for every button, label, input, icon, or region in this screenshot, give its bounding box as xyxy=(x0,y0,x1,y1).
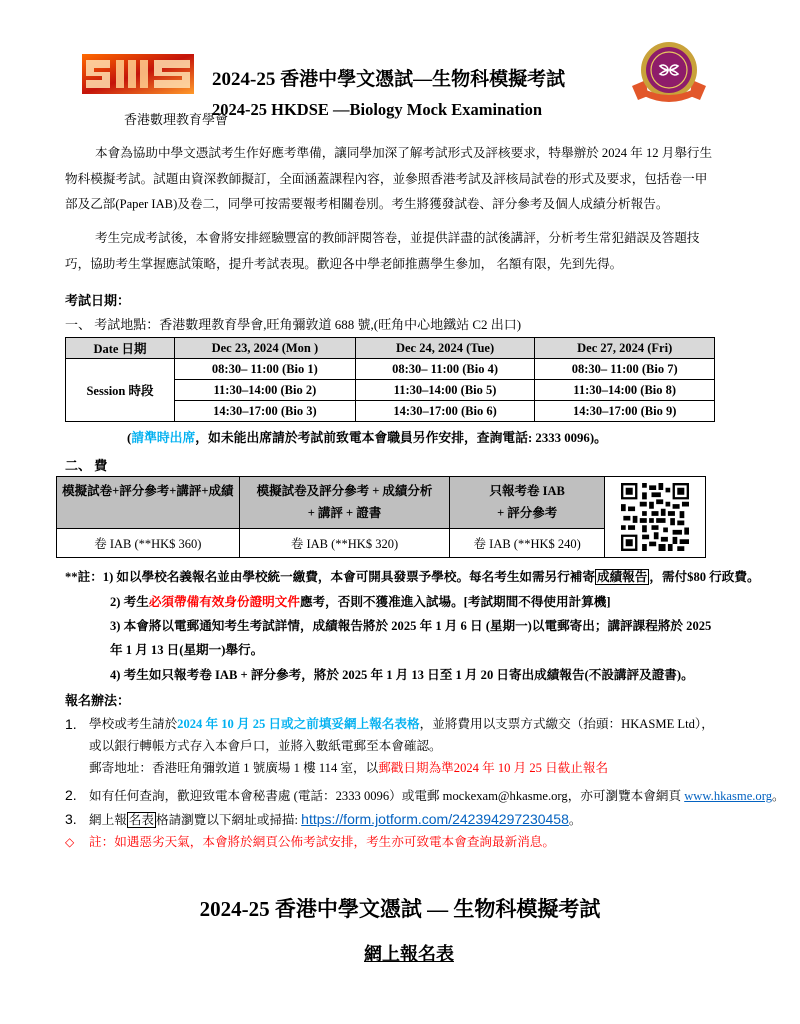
fee-header-1: 模擬試卷+評分參考+講評+成績 xyxy=(57,477,240,529)
schedule-cell: 08:30– 11:00 (Bio 7) xyxy=(535,359,715,380)
table-row xyxy=(66,359,715,380)
exam-venue-line: 一、 考試地點：香港數理教育學會,旺角彌敦道 688 號,(旺角中心地鐵站 C2 出口) xyxy=(65,317,522,332)
schedule-cell: 14:30–17:00 (Bio 3) xyxy=(175,401,356,422)
intro-paragraph-1: 本會為協助中學文憑試考生作好應考準備，讓同學加深了解考試形式及評核要求，特舉辦於 2024 年 12 月舉行生物科模擬考試。試題由資深教師擬訂，全面涵蓋課程內容，並參照香港考試及評核局試卷的形式及要求，包括卷一甲部及乙部(Paper IAB)及卷二，同學可按需要報考相關卷別。考生將獲發試卷、評分參考及個人成績分析報告。 xyxy=(65,146,713,211)
registration-item-1: 1. 學校或考生請於2024 年 10 月 25 日或之前填妥網上報名表格，並將費用以支票方式繳交（抬頭：HKASME Ltd），或以銀行轉帳方式存入本會戶口，並將入數紙電郵至本會確認。 郵寄地址：香港旺角彌敦道 1 號廣場 1 樓 114 室，以郵戳日期為準2024 年 10 月 25 日截止報名 xyxy=(65,716,714,775)
section-label-exam-date: 考試日期： xyxy=(65,293,131,308)
intro-paragraph-2: 考生完成考試後，本會將安排經驗豐富的教師評閱答卷，並提供詳盡的試後講評，分析考生常犯錯誤及答題技巧，協助考生掌握應試策略，提升考試表現。歡迎各中學老師推薦學生參加， 名額有限，先到先得。 xyxy=(65,231,700,271)
website-link[interactable]: www.hkasme.org xyxy=(684,789,772,803)
fee-value-2: 卷 IAB (**HK$ 320) xyxy=(239,528,450,557)
section-label-fees: 二、 費 xyxy=(65,458,108,473)
schedule-cell: 11:30–14:00 (Bio 8) xyxy=(535,380,715,401)
schedule-date-3: Dec 27, 2024 (Fri) xyxy=(535,338,715,359)
schedule-cell: 11:30–14:00 (Bio 2) xyxy=(175,380,356,401)
registration-item-2: 2. 如有任何查詢，歡迎致電本會秘書處 (電話：2333 0096）或電郵 mockexam@hkasme.org，亦可瀏覽本會網頁 www.hkasme.org。 xyxy=(65,787,785,803)
fee-header-2: 模擬試卷及評分參考 + 成績分析 + 講評 + 證書 xyxy=(239,477,450,529)
sms-logo-icon xyxy=(82,54,194,94)
note-1: **註：1) 如以學校名義報名並由學校統一繳費，本會可開具發票予學校。每名考生如需另行補寄 成績報告 ，需付$80 行政費。 xyxy=(65,570,760,584)
schedule-note: (請準時出席，如未能出席請於考試前致電本會職員另作安排，查詢電話: 2333 0096)。 xyxy=(127,431,607,445)
page-title-english: 2024-25 HKDSE —Biology Mock Examination xyxy=(212,100,543,119)
section-label-registration: 報名辦法： xyxy=(65,693,131,708)
diamond-bullet-icon: ◇ xyxy=(65,835,75,849)
form-section-title: 2024-25 香港中學文憑試 — 生物科模擬考試 xyxy=(199,897,601,921)
note-4: 4) 考生如只報考卷 IAB + 評分參考，將於 2025 年 1 月 13 日至 1 月 20 日寄出成績報告(不設講評及證書)。 xyxy=(110,668,694,682)
schedule-cell: 08:30– 11:00 (Bio 4) xyxy=(355,359,535,380)
registration-item-3: 3. 網上報 名表 格請瀏覽以下網址或掃描: https://form.jotform.com/242394297230458。 xyxy=(65,811,582,827)
schedule-cell: 08:30– 11:00 (Bio 1) xyxy=(175,359,356,380)
organization-name: 香港數理教育學會 xyxy=(124,112,229,127)
fee-table xyxy=(56,476,706,558)
schedule-cell: 14:30–17:00 (Bio 9) xyxy=(535,401,715,422)
schedule-cell: 14:30–17:00 (Bio 6) xyxy=(355,401,535,422)
exam-schedule-table xyxy=(65,337,715,422)
schedule-date-2: Dec 24, 2024 (Tue) xyxy=(355,338,535,359)
anniversary-badge-icon xyxy=(630,40,708,106)
schedule-date-header: Date 日期 xyxy=(66,338,175,359)
weather-notice: ◇ 註：如遇惡劣天氣，本會將於網頁公佈考試安排，考生亦可致電本會查詢最新消息。 xyxy=(65,831,555,853)
schedule-date-1: Dec 23, 2024 (Mon ) xyxy=(175,338,356,359)
fee-value-1: 卷 IAB (**HK$ 360) xyxy=(57,528,240,557)
page-title-chinese: 2024-25 香港中學文憑試—生物科模擬考試 xyxy=(212,69,566,90)
schedule-cell: 11:30–14:00 (Bio 5) xyxy=(355,380,535,401)
fee-value-3: 卷 IAB (**HK$ 240) xyxy=(450,528,605,557)
qr-code-icon[interactable] xyxy=(621,483,689,551)
form-section-subtitle: 網上報名表 xyxy=(364,944,454,964)
schedule-session-label: Session 時段 xyxy=(66,359,175,422)
qr-code-cell xyxy=(605,477,706,558)
registration-form-link[interactable]: https://form.jotform.com/242394297230458 xyxy=(301,811,569,827)
note-2: 2) 考生必須帶備有效身份證明文件應考，否則不獲准進入試場。[考試期間不得使用計算機] xyxy=(110,595,611,609)
fee-header-3: 只報考卷 IAB + 評分參考 xyxy=(450,477,605,529)
note-3: 3) 本會將以電郵通知考生考試詳情，成績報告將於 2025 年 1 月 6 日 (星期一)以電郵寄出；講評課程將於 2025 年 1 月 13 日(星期一)舉行。 xyxy=(110,619,712,657)
